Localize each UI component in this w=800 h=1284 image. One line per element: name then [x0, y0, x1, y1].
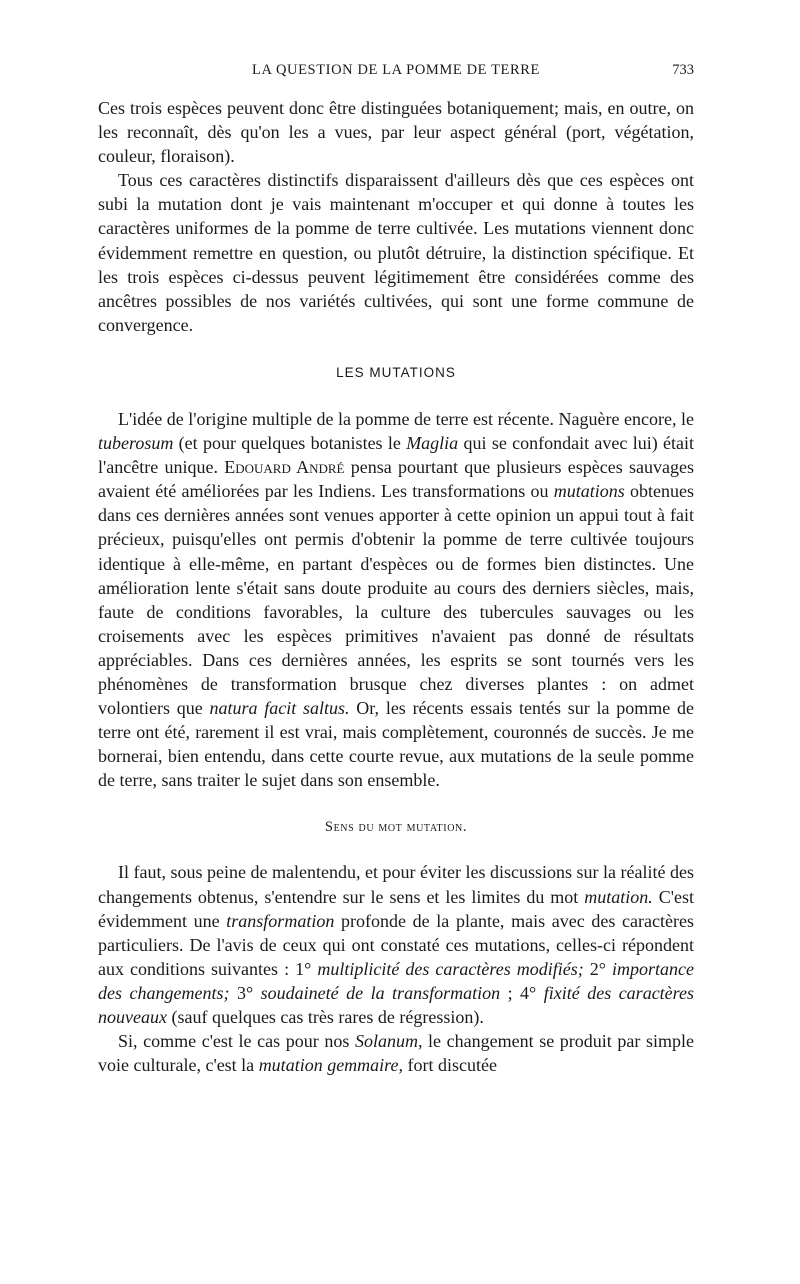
text-run: Il faut, sous peine de malentendu, et pour éviter les discussions sur la réalité des changements obtenus, s'entendre sur le sens et les limites du mot	[98, 862, 694, 907]
text-run: 2°	[583, 958, 613, 979]
italic-term: mutation gemmaire,	[258, 1055, 404, 1076]
text-run: qui se confondait avec lui) était l'ancêtre unique.	[98, 433, 694, 478]
paragraph-2: Tous ces caractères distinctifs disparaissent d'ailleurs dès que ces espèces ont subi la mutation dont je vais maintenant m'occuper et qui donne à toutes les caractères uniformes de la pomme de terre cultivée. Les mutations viennent donc évidemment remettre en question, ou plutôt détruire, la distinction spécifique. Et les trois espèces ci-dessus peuvent légitimement être considérées comme des ancêtres possibles de nos variétés cultivées, qui sont une forme commune de convergence.	[98, 170, 694, 335]
body-text	[98, 96, 694, 1077]
text-run: (et pour quelques botanistes le	[173, 433, 407, 454]
paragraph-4	[98, 860, 694, 1029]
paragraph-5	[98, 1029, 694, 1077]
latin-phrase: natura facit saltus.	[209, 698, 350, 719]
running-head	[98, 62, 694, 84]
section-heading-sens-du-mot: Sens du mot mutation.	[324, 819, 468, 836]
text-run: le changement se produit par simple voie culturale, c'est la	[98, 1031, 694, 1076]
italic-term: importance des changements;	[98, 958, 695, 1003]
italic-term: soudaineté de la transformation	[260, 982, 501, 1003]
paragraph-1: Ces trois espèces peuvent donc être distinguées botaniquement; mais, en outre, on les reconnaît, dès qu'on les a vues, par leur aspect général (port, végétation, couleur, floraison).	[98, 98, 694, 167]
author-name: Edouard André	[224, 457, 345, 478]
text-run: pensa pourtant que plusieurs espèces sauvages avaient été améliorées par les Indiens. Les transformations ou	[98, 457, 694, 502]
text-run: 3°	[229, 982, 261, 1003]
text-run: ; 4°	[500, 982, 544, 1003]
section-heading-mutations: LES MUTATIONS	[336, 364, 456, 380]
italic-term: Maglia	[406, 433, 459, 454]
italic-term: mutations	[553, 481, 625, 502]
text-run: C'est évidemment une	[98, 886, 694, 931]
page-number: 733	[672, 62, 694, 78]
italic-term: Solanum,	[354, 1031, 423, 1052]
italic-term: tuberosum	[98, 433, 174, 454]
italic-term: fixité des caractères nouveaux	[98, 982, 695, 1027]
italic-term: multiplicité des caractères modifiés;	[317, 958, 584, 979]
text-run: fort discutée	[403, 1055, 497, 1076]
text-run: (sauf quelques cas très rares de régression).	[166, 1007, 484, 1027]
text-run: profonde de la plante, mais avec des caractères particuliers. De l'avis de ceux qui ont constaté ces mutations, celles-ci répondent aux conditions suivantes : 1°	[98, 910, 694, 979]
text-run: obtenues dans ces dernières années sont venues apporter à cette opinion un appui tout à fait précieux, puisqu'elles ont permis d'obtenir la pomme de terre cultivée toujours identique à elle-même, en partant d'espèces ou de formes bien distinctes. Une amélioration lente s'était sans doute produite au cours des derniers siècles, mais, faute de conditions favorables, la culture des tubercules sauvages ou les croisements avec les espèces primitives n'avaient pas donné de résultats appréciables. Dans ces dernières années, les esprits se sont tournés vers les phénomènes de transformation brusque chez diverses plantes : on admet volontiers que	[98, 481, 694, 719]
italic-term: mutation.	[584, 886, 653, 907]
italic-term: transformation	[226, 910, 335, 931]
text-run: L'idée de l'origine multiple de la pomme de terre est récente. Naguère encore, le	[118, 408, 694, 429]
text-run: Si, comme c'est le cas pour nos	[118, 1031, 355, 1052]
running-title: LA QUESTION DE LA POMME DE TERRE	[252, 62, 540, 78]
text-run: Or, les récents essais tentés sur la pomme de terre ont été, rarement il est vrai, mais complètement, couronnés de succès. Je me bornerai, bien entendu, dans cette courte revue, aux mutations de la seule pomme de terre, sans traiter le sujet dans son ensemble.	[98, 698, 695, 791]
paragraph-3	[98, 407, 694, 793]
